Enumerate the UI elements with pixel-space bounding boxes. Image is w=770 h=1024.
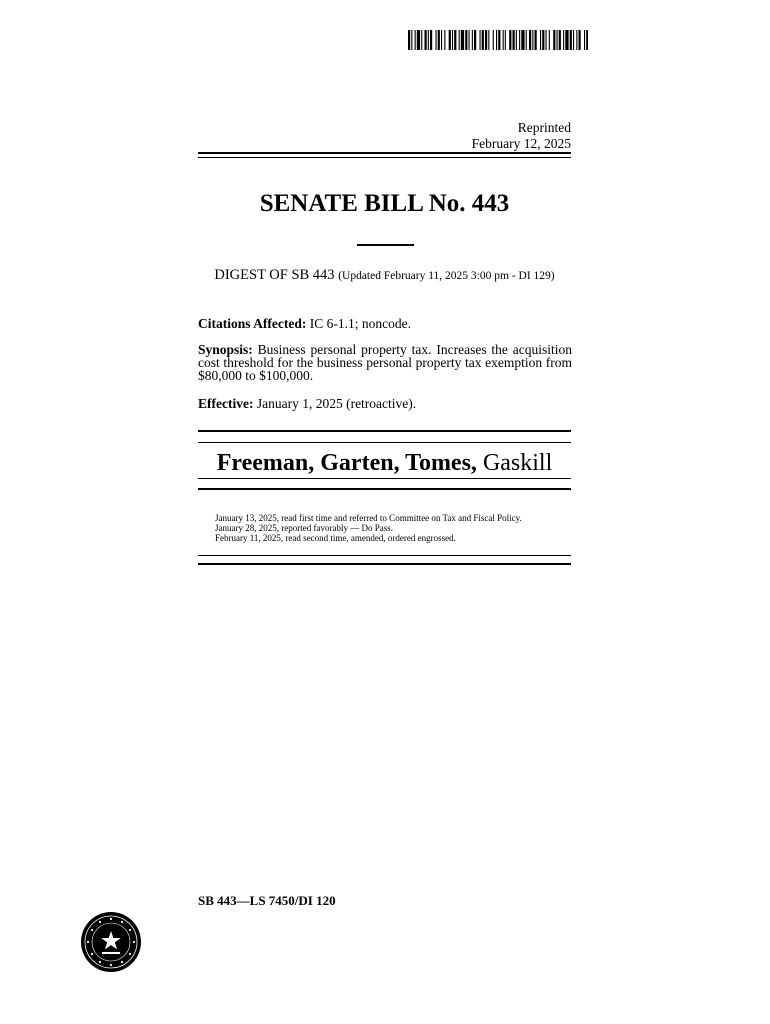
authors-rule-bottom-1 bbox=[198, 478, 571, 479]
header-rule-thick bbox=[198, 152, 571, 154]
bill-authors bbox=[198, 450, 571, 477]
title-underline bbox=[357, 244, 414, 246]
citations-affected bbox=[198, 317, 572, 330]
history-rule-1 bbox=[198, 555, 571, 556]
history-item: February 11, 2025, read second time, amended, ordered engrossed. bbox=[215, 533, 456, 543]
effective-value: January 1, 2025 (retroactive). bbox=[256, 396, 417, 411]
digest-heading bbox=[198, 267, 571, 284]
digest-updated: (Updated February 11, 2025 3:00 pm - DI 129) bbox=[338, 270, 555, 282]
authors-rule-bottom-2 bbox=[198, 488, 571, 490]
synopsis-value: Business personal property tax. Increases the acquisition cost threshold for the business personal property tax exemption from $80,000 to $100,000. bbox=[198, 342, 573, 383]
primary-authors: Freeman, Garten, Tomes, bbox=[216, 450, 477, 476]
history-item: January 28, 2025, reported favorably — Do Pass. bbox=[215, 523, 393, 533]
effective-label: Effective: bbox=[198, 396, 254, 411]
history-item: January 13, 2025, read first time and referred to Committee on Tax and Fiscal Policy. bbox=[215, 513, 522, 523]
state-seal-icon bbox=[80, 911, 142, 973]
authors-rule-top-2 bbox=[198, 442, 571, 443]
effective-date bbox=[198, 397, 572, 410]
history-rule-2 bbox=[198, 563, 571, 565]
barcode bbox=[408, 30, 588, 50]
document-code: SB 443—LS 7450/DI 120 bbox=[198, 893, 336, 908]
reprint-notice bbox=[400, 120, 571, 152]
citations-label: Citations Affected: bbox=[198, 316, 307, 331]
bill-title: SENATE BILL No. 443 bbox=[259, 190, 510, 217]
header-rule-thin bbox=[198, 157, 571, 158]
reprinted-label: Reprinted bbox=[517, 120, 571, 135]
synopsis bbox=[198, 343, 572, 382]
digest-label: DIGEST OF SB 443 bbox=[214, 267, 335, 283]
secondary-author: Gaskill bbox=[482, 450, 553, 476]
reprinted-date: February 12, 2025 bbox=[471, 136, 571, 151]
citations-value: IC 6-1.1; noncode. bbox=[309, 316, 411, 331]
authors-rule-top-1 bbox=[198, 430, 571, 432]
legislative-history bbox=[215, 513, 575, 543]
synopsis-label: Synopsis: bbox=[198, 342, 253, 357]
